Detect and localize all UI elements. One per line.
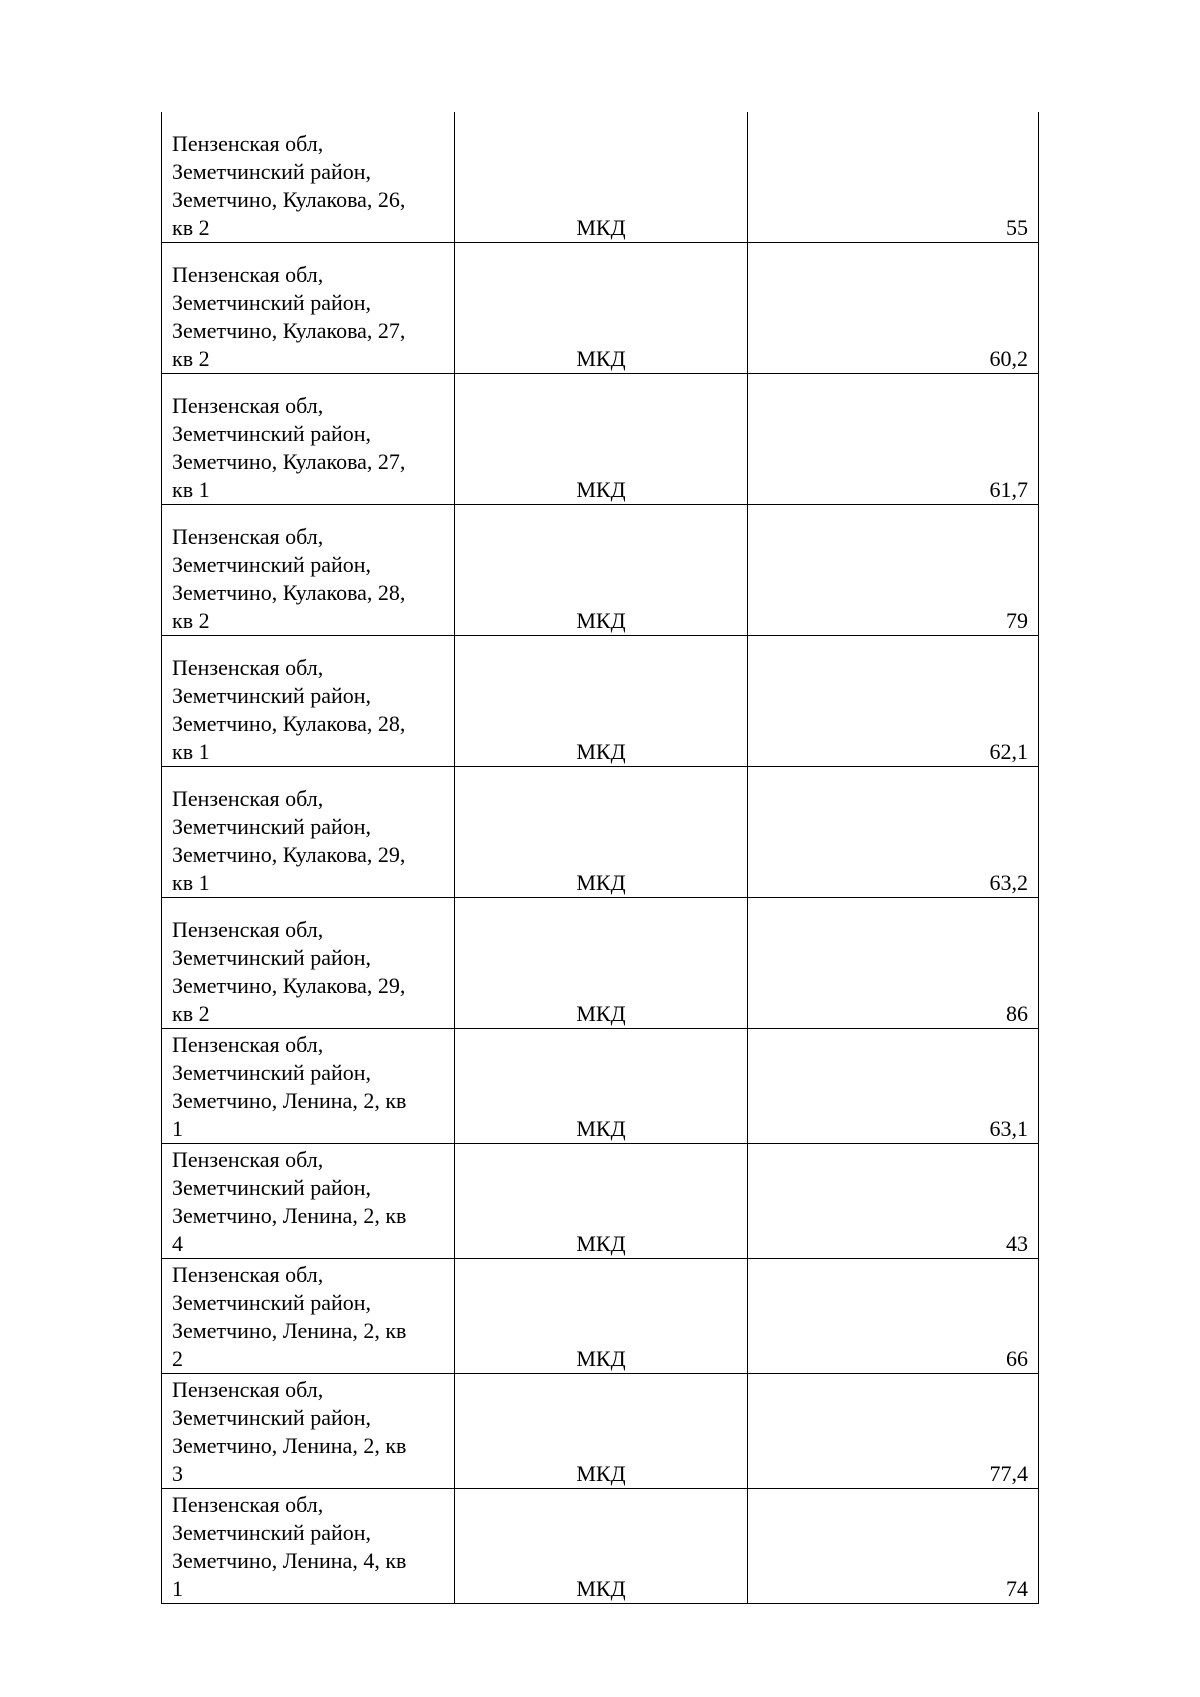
type-cell: МКД: [455, 1374, 748, 1489]
table-row: [162, 636, 1039, 767]
type-cell: МКД: [455, 898, 748, 1029]
type-cell: МКД: [455, 1029, 748, 1144]
table-row: [162, 243, 1039, 374]
type-cell: МКД: [455, 1489, 748, 1604]
area-cell: 55: [748, 112, 1039, 243]
address-cell: Пензенская обл, Земетчинский район, Земетчино, Ленина, 2, кв 2: [162, 1259, 455, 1374]
address-cell: Пензенская обл, Земетчинский район, Земетчино, Кулакова, 29, кв 1: [162, 767, 455, 898]
type-cell: МКД: [455, 374, 748, 505]
address-cell: Пензенская обл, Земетчинский район, Земетчино, Кулакова, 26, кв 2: [162, 112, 455, 243]
table-row: [162, 767, 1039, 898]
type-cell: МКД: [455, 767, 748, 898]
address-cell: Пензенская обл, Земетчинский район, Земетчино, Кулакова, 29, кв 2: [162, 898, 455, 1029]
table-row: [162, 1489, 1039, 1604]
area-cell: 79: [748, 505, 1039, 636]
address-cell: Пензенская обл, Земетчинский район, Земетчино, Ленина, 2, кв 3: [162, 1374, 455, 1489]
address-cell: Пензенская обл, Земетчинский район, Земетчино, Кулакова, 28, кв 2: [162, 505, 455, 636]
area-cell: 77,4: [748, 1374, 1039, 1489]
table-row: [162, 1259, 1039, 1374]
property-table: [161, 112, 1039, 1604]
address-cell: Пензенская обл, Земетчинский район, Земетчино, Кулакова, 27, кв 1: [162, 374, 455, 505]
area-cell: 63,2: [748, 767, 1039, 898]
table-row: [162, 374, 1039, 505]
area-cell: 86: [748, 898, 1039, 1029]
address-cell: Пензенская обл, Земетчинский район, Земетчино, Ленина, 2, кв 4: [162, 1144, 455, 1259]
table-row: [162, 898, 1039, 1029]
table-row: [162, 1144, 1039, 1259]
address-cell: Пензенская обл, Земетчинский район, Земетчино, Ленина, 2, кв 1: [162, 1029, 455, 1144]
area-cell: 60,2: [748, 243, 1039, 374]
table-row: [162, 112, 1039, 243]
table-row: [162, 1374, 1039, 1489]
address-cell: Пензенская обл, Земетчинский район, Земетчино, Ленина, 4, кв 1: [162, 1489, 455, 1604]
type-cell: МКД: [455, 243, 748, 374]
address-cell: Пензенская обл, Земетчинский район, Земетчино, Кулакова, 28, кв 1: [162, 636, 455, 767]
type-cell: МКД: [455, 1259, 748, 1374]
type-cell: МКД: [455, 505, 748, 636]
area-cell: 61,7: [748, 374, 1039, 505]
type-cell: МКД: [455, 1144, 748, 1259]
address-cell: Пензенская обл, Земетчинский район, Земетчино, Кулакова, 27, кв 2: [162, 243, 455, 374]
area-cell: 43: [748, 1144, 1039, 1259]
area-cell: 62,1: [748, 636, 1039, 767]
area-cell: 74: [748, 1489, 1039, 1604]
table-row: [162, 505, 1039, 636]
type-cell: МКД: [455, 112, 748, 243]
area-cell: 63,1: [748, 1029, 1039, 1144]
area-cell: 66: [748, 1259, 1039, 1374]
type-cell: МКД: [455, 636, 748, 767]
table-row: [162, 1029, 1039, 1144]
